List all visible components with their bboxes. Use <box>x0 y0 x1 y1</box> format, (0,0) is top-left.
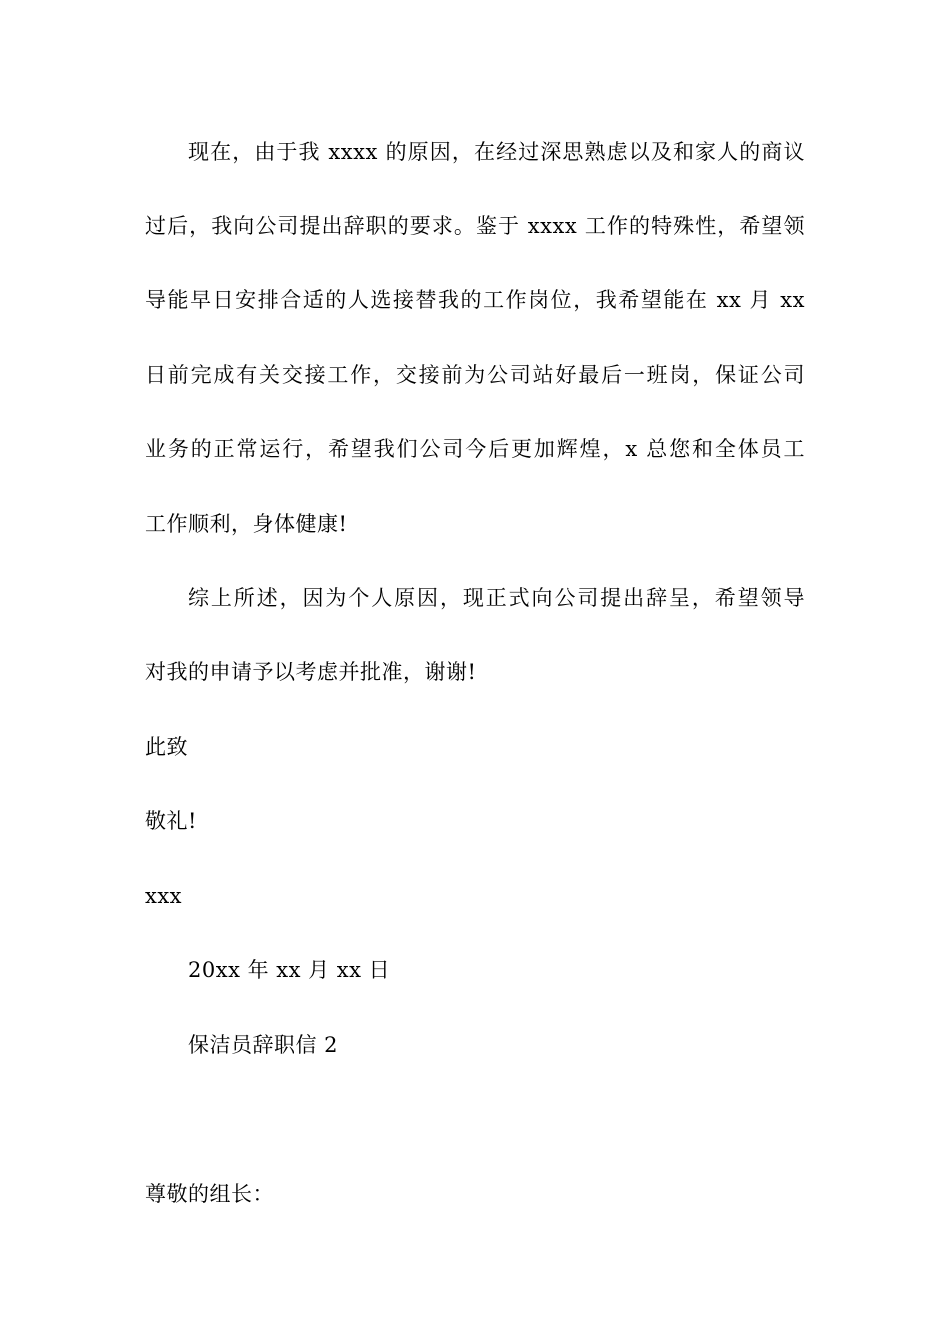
greeting: 尊敬的组长： <box>145 1182 274 1206</box>
paragraph-2-line-1: 综上所述，因为个人原因，现正式向公司提出辞呈，希望领导 <box>188 586 805 610</box>
paragraph-1-line-2: 过后，我向公司提出辞职的要求。鉴于 xxxx 工作的特殊性，希望领 <box>145 214 805 238</box>
signature: xxx <box>145 884 183 908</box>
paragraph-1-line-1: 现在，由于我 xxxx 的原因，在经过深思熟虑以及和家人的商议 <box>188 140 805 164</box>
section-title: 保洁员辞职信 2 <box>188 1033 339 1057</box>
paragraph-1-line-6: 工作顺利，身体健康! <box>145 512 348 536</box>
paragraph-1-line-5: 业务的正常运行，希望我们公司今后更加辉煌，x 总您和全体员工 <box>145 437 805 461</box>
paragraph-2-line-2: 对我的申请予以考虑并批准，谢谢! <box>145 660 477 684</box>
closing-salutation: 此致 <box>145 735 188 759</box>
paragraph-1-line-3: 导能早日安排合适的人选接替我的工作岗位，我希望能在 xx 月 xx <box>145 288 805 312</box>
closing-respect: 敬礼! <box>145 809 197 833</box>
letter-date: 20xx 年 xx 月 xx 日 <box>188 958 391 982</box>
paragraph-1-line-4: 日前完成有关交接工作，交接前为公司站好最后一班岗，保证公司 <box>145 363 805 387</box>
